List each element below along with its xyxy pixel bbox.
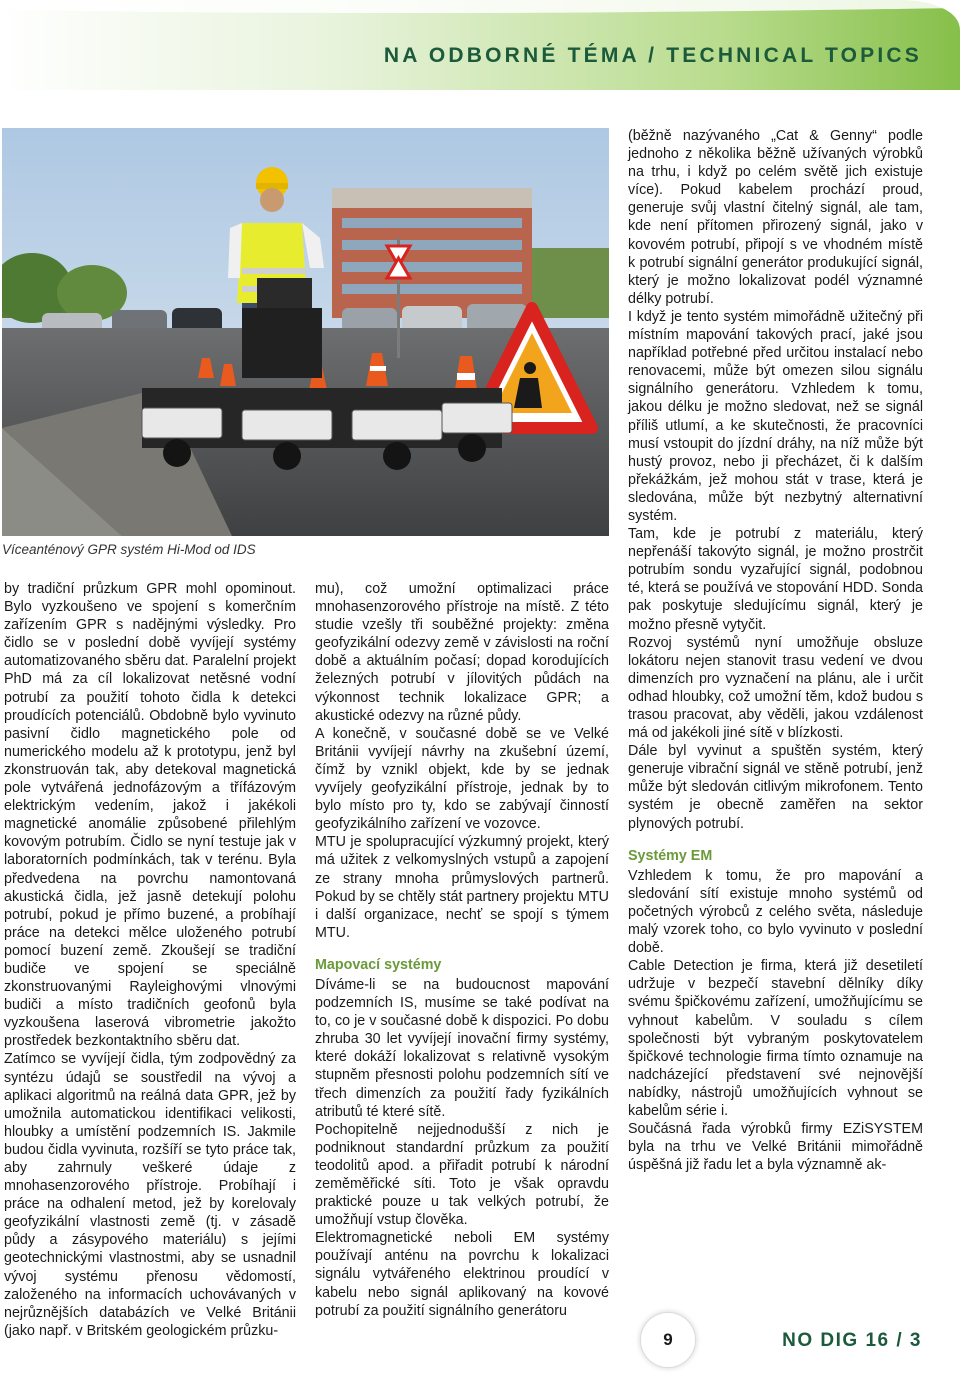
paragraph: I když je tento systém mimořádně užitečný při místním mapování takových prací, jaké jsou například potřebné před určitou instalací nebo renovacemi, může být omezen silou signálu signálního generátoru. Vzhledem k tomu, jakou délku je možno sledovat, než se signál příliš utlumí, a ke skutečnosti, že pracovníci musí vstoupit do jízdní dráhy, na níž může být hustý provoz, nebo ji přecházet, či k dalším překážkám, jež mohou stát v trase, která je sledována, může být nezbytný alternativní systém.	[628, 308, 923, 524]
paragraph: Cable Detection je firma, která již desetiletí udržuje v bezpečí stavební dělníky díky svému špičkovému zařízení, umožňujícímu se vyhnout kabelům. V souladu s cílem společnosti být vybraným poskytovatelem špičkové technologie firma tímto oznamuje na nadcházející představení své nejnovější nabídky, nástrojů umožňujících vyhnout se kabelům série i.	[628, 958, 923, 1119]
page-number-badge	[640, 1312, 696, 1368]
subheading-mapping-systems: Mapovací systémy	[315, 956, 442, 973]
gpr-photo	[2, 128, 609, 536]
issue-label: NO DIG 16 / 3	[782, 1330, 922, 1351]
paragraph: Tam, kde je potrubí z materiálu, který nepřenáší takovýto signál, je možno prostrčit potrubím sondu vyzařující signál, podobnou té, která se používá ve stopování HDD. Sonda pak poskytuje sledujícímu signál, který je možno přesně vytyčit.	[628, 526, 923, 633]
paragraph: MTU je spolupracující výzkumný projekt, který má užitek z velkomyslných vstupů a zapojení ze strany mnoha průmyslových partnerů. Pokud by se chtěly stát partnery projektu MTU i další organizace, nechť se spojí s týmem MTU.	[315, 834, 609, 941]
subheading-em-systems: Systémy EM	[628, 847, 713, 864]
paragraph: by tradiční průzkum GPR mohl opominout. Bylo vyzkoušeno ve spojení s komerčním zařízením GPR s nadějnými výsledky. Pro čidlo se v poslední době vyvíjejí systémy automatizovaného sběru dat. Paralelní projekt PhD má za cíl lokalizovat netěsné vodní potrubí za použití tohoto čidla k detekci proudících potenciálů. Obdobně bylo vyvinuto pasivní čidlo magnetického pole od numerického modelu až k prototypu, jenž byl zkonstruován tak, aby detekoval magnetická pole vytvářená jednofázovým a třífázovým elektrickým vedením, jakož i jakékoli magnetické anomálie způsobené přilehlým kovovým potrubím. Čidlo se nyní testuje jak v laboratorních podmínkách, tak v terénu. Byla předvedena na povrchu namontovaná akustická čidla, jež jasně detekují polohu potrubí, pokud je přímo buzené, a probíhají práce na detekci mělce uloženého potrubí pomocí buzení země. Zkoušejí se tradiční budiče ve spojení se speciálně zkonstruovanými Rayleighovými vlnovými budiči a místo tradičních geofonů byla vyzkoušena laserová vibrometrie jakožto prostředek bezkontaktního sběru dat.	[4, 581, 296, 1050]
paragraph: Rozvoj systémů nyní umožňuje obsluze lokátoru nejen stanovit trasu vedení ve dvou dimenzích pro vyznačení na plánu, ale i určit odhad hloubky, což umožní těm, kdož budou s trasou pracovat, aby věděli, jakou vzdálenost má od jakékoli jiné sítě v blízkosti.	[628, 634, 923, 742]
paragraph: Vzhledem k tomu, že pro mapování a sledování sítí existuje mnoho systémů od početných výrobců z celého světa, následuje malý vzorek toho, co bylo vyvinuto v poslední době.	[628, 867, 923, 957]
article-column-3	[628, 127, 923, 1174]
paragraph: mu), což umožní optimalizaci práce mnohasenzorového přístroje na místě. Z této studie vzešly tři souběžné projekty: změna geofyzikální odezvy země v závislosti na roční době a aktuálním počasí; dopad korodujících železných potrubí v jílovitých půdách na výkonnost technik lokalizace GPR; a akustické odezvy na různé půdy.	[315, 581, 609, 724]
paragraph: Pochopitelně nejjednodušší z nich je podniknout standardní průzkum za použití teodolitů apod. a přiřadit potrubí k národní zeměměřické síti. Toto je však opravdu praktické pouze u tak velkých potrubí, že umožňují vstup člověka.	[315, 1121, 609, 1229]
paragraph: Dále byl vyvinut a spuštěn systém, který generuje vibrační signál ve stěně potrubí, jenž může být sledován citlivým mikrofonem. Tento systém je obecně zaměřen na sektor plynových potrubí.	[628, 743, 923, 832]
section-title: NA ODBORNÉ TÉMA / TECHNICAL TOPICS	[383, 44, 922, 67]
article-column-2	[315, 580, 609, 1320]
photo-caption: Víceanténový GPR systém Hi-Mod od IDS	[2, 542, 256, 557]
paragraph: Díváme-li se na budoucnost mapování podzemních IS, musíme se také podívat na to, co je v současné době k dispozici. Po dobu zhruba 30 let vyvíjejí inovační firmy systémy, které dokáží lokalizovat s relativně vysokým stupněm přesnosti polohu podzemních sítí ve třech dimenzích za použití řady fyzikálních atributů té které sítě.	[315, 976, 609, 1120]
paragraph: Elektromagnetické neboli EM systémy používají anténu na povrchu k lokalizaci signálu vytvářeného elektrinou proudící v kabelu nebo signál aplikovaný na kovové potrubí za použití signálního generátoru	[315, 1230, 609, 1319]
paragraph: A konečně, v současné době se ve Velké Británii vyvíjejí návrhy na zkušební území, čímž by vznikl objekt, kde by se jednak vyvíjely geofyzikální přístroje, jednak by to bylo místo pro ty, kdo se zabývají činností geofyzikálního zařízení ve vozovce.	[315, 725, 609, 833]
page-number: 9	[663, 1330, 673, 1349]
paragraph: (běžně nazývaného „Cat & Genny“ podle jednoho z několika běžně užívaných výrobků na trhu, i když po celém světě jich existuje více). Pokud kabelem prochází proud, generuje svůj vlastní čitelný signál, ale tam, kde není přítomen přirozený signál, jako v kovovém potrubí, připojí s ve vhodném místě k potrubí signální generátor produkující signál, který je možno lokalizovat podél významné délky potrubí.	[628, 128, 923, 307]
article-column-1	[4, 580, 296, 1340]
paragraph: Zatímco se vyvíjejí čidla, tým zodpovědný za syntézu údajů se soustředil na vývoj a aplikaci algoritmů na reálná data GPR, jež by umožnila automatickou identifikaci velikosti, hloubky a umístění podzemních IS. Jakmile budou čidla vyvinuta, rozšíří se tyto práce tak, aby zahrnuly veškeré údaje z mnohasenzorového přístroje. Probíhají i práce na odhalení metod, jež by korelovaly geofyzikální vlastnosti země (tj. v zásadě půdy a zásypového materiálu) s jejími geotechnickými vlastnostmi, aby se usnadnil vývoj systému přenosu vědomostí, založeného na informacích uchovávaných v nejrůznějších databázích ve Velké Británii (jako např. v Britském geologickém průzku-	[4, 1051, 296, 1339]
paragraph: Součásná řada výrobků firmy EZiSYSTEM byla na trhu ve Velké Británii mimořádně úspěšná již řadu let a byla významně ak-	[628, 1121, 923, 1174]
